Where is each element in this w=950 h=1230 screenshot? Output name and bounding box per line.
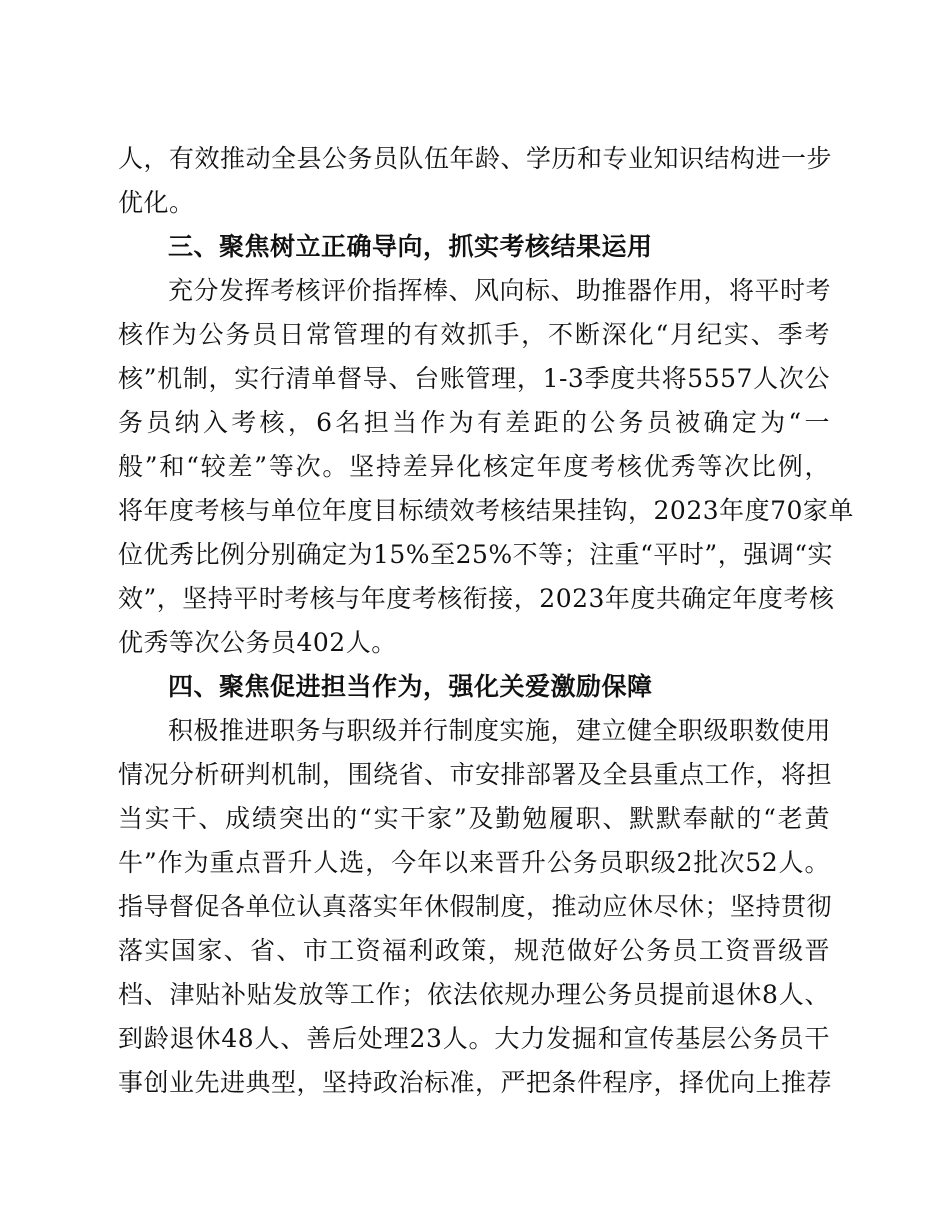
body-text-line: 将年度考核与单位年度目标绩效考核结果挂钩，2023年度70家单 [118, 496, 854, 525]
body-text-line: 积极推进职务与职级并行制度实施，建立健全职级职数使用 [168, 716, 832, 745]
body-text-line: 核”机制，实行清单督导、台账管理，1-3季度共将5557人次公 [118, 364, 830, 393]
body-text-line: 人，有效推动全县公务员队伍年龄、学历和专业知识结构进一步 [118, 144, 833, 173]
body-text-line: 位优秀比例分别确定为15%至25%不等；注重“平时”，强调“实 [118, 540, 833, 569]
body-text-line: 核作为公务员日常管理的有效抓手，不断深化“月纪实、季考 [118, 320, 830, 349]
body-text-line: 牛”作为重点晋升人选，今年以来晋升公务员职级2批次52人。 [118, 848, 830, 877]
body-text-line: 到龄退休48人、善后处理23人。大力发掘和宣传基层公务员干 [118, 1024, 830, 1053]
body-text-line: 事创业先进典型，坚持政治标准，严把条件程序，择优向上推荐 [118, 1068, 833, 1097]
body-text-line: 优秀等次公务员402人。 [118, 628, 397, 657]
body-text-line: 优化。 [118, 188, 195, 217]
body-text-line: 指导督促各单位认真落实年休假制度，推动应休尽休；坚持贯彻 [118, 892, 833, 921]
section-4-heading: 四、聚焦促进担当作为，强化关爱激励保障 [168, 672, 653, 701]
body-text-line: 当实干、成绩突出的“实干家”及勤勉履职、默默奉献的“老黄 [118, 804, 830, 833]
body-text-line: 效”，坚持平时考核与年度考核衔接，2023年度共确定年度考核 [118, 584, 835, 613]
section-3-heading: 三、聚焦树立正确导向，抓实考核结果运用 [168, 232, 653, 261]
body-text-line: 档、津贴补贴发放等工作；依法依规办理公务员提前退休8人、 [118, 980, 830, 1009]
body-text-line: 落实国家、省、市工资福利政策，规范做好公务员工资晋级晋 [118, 936, 830, 965]
body-text-line: 务员纳入考核，6名担当作为有差距的公务员被确定为“一 [118, 408, 830, 437]
body-text-line: 充分发挥考核评价指挥棒、风向标、助推器作用，将平时考 [168, 276, 832, 305]
body-text-line: 情况分析研判机制，围绕省、市安排部署及全县重点工作，将担 [118, 760, 833, 789]
body-text-line: 般”和“较差”等次。坚持差异化核定年度考核优秀等次比例， [118, 452, 830, 481]
